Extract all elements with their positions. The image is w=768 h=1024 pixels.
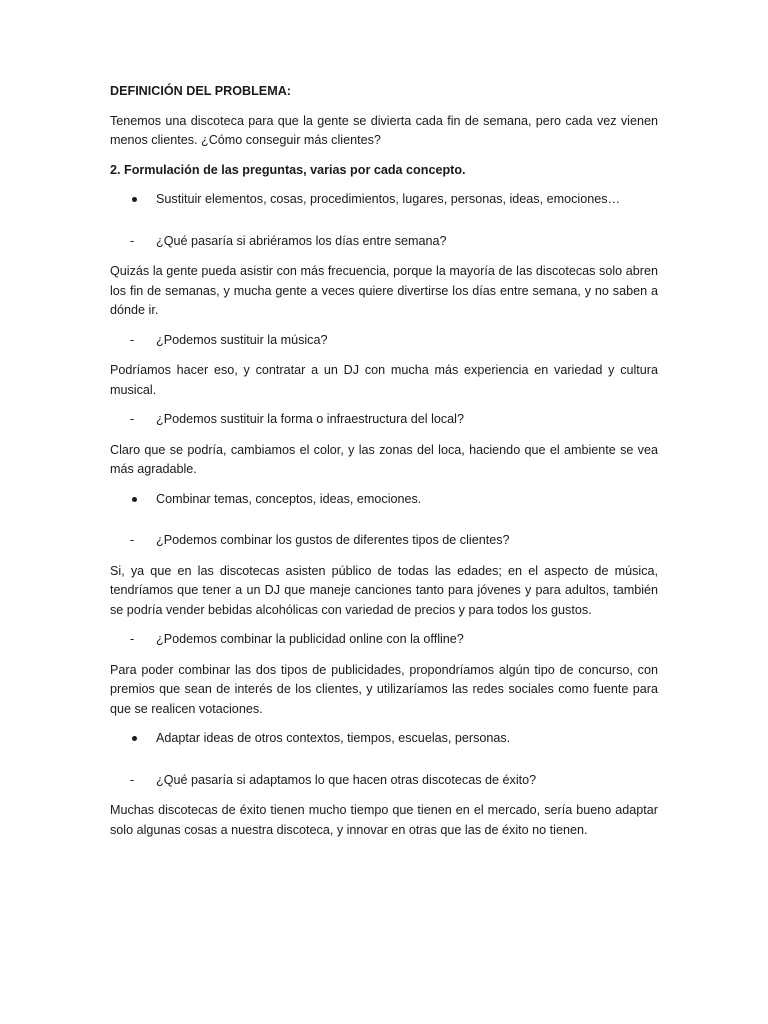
section-title: 2. Formulación de las preguntas, varias por cada concepto.	[110, 162, 466, 177]
dash-marker: -	[130, 533, 135, 547]
question-item	[110, 410, 658, 430]
document-title: DEFINICIÓN DEL PROBLEMA:	[110, 84, 291, 98]
dash-marker: -	[130, 233, 135, 248]
dash-marker: -	[130, 632, 135, 646]
dash-marker: -	[130, 772, 135, 787]
answer-paragraph: Para poder combinar las dos tipos de publicidades, propondríamos algún tipo de concurso, con premios que sean de interés de los clientes, y utilizaríamos las redes sociales como fuente para que se realicen votaciones.	[110, 662, 658, 716]
question-text: ¿Podemos sustituir la forma o infraestructura del local?	[156, 412, 464, 426]
answer-paragraph: Claro que se podría, cambiamos el color, y las zonas del loca, haciendo que el ambiente se vea más agradable.	[110, 442, 658, 476]
bullet-text: Sustituir elementos, cosas, procedimientos, lugares, personas, ideas, emociones…	[156, 192, 621, 206]
question-item	[110, 630, 658, 650]
question-text: ¿Qué pasaría si adaptamos lo que hacen otras discotecas de éxito?	[156, 772, 537, 787]
answer-paragraph: Quizás la gente pueda asistir con más frecuencia, porque la mayoría de las discotecas solo abren los fin de semanas, y mucha gente a veces quiere divertirse los días entre semana, y no saben a dónde ir.	[110, 264, 658, 317]
question-item	[110, 531, 658, 551]
question-item	[110, 331, 658, 351]
bullet-item-substitute	[110, 190, 658, 210]
answer-paragraph: Podríamos hacer eso, y contratar a un DJ con mucha más experiencia en variedad y cultura musical.	[110, 363, 658, 397]
bullet-item-adapt	[110, 729, 658, 749]
question-text: ¿Qué pasaría si abriéramos los días entre semana?	[156, 233, 447, 248]
bullet-text: Adaptar ideas de otros contextos, tiempos, escuelas, personas.	[156, 731, 511, 745]
intro-paragraph: Tenemos una discoteca para que la gente se divierta cada fin de semana, pero cada vez vienen menos clientes. ¿Cómo conseguir más clientes?	[110, 113, 658, 147]
bullet-text: Combinar temas, conceptos, ideas, emociones.	[156, 491, 422, 506]
question-text: ¿Podemos combinar la publicidad online con la offline?	[156, 632, 464, 646]
dash-marker: -	[130, 332, 135, 347]
answer-paragraph: Muchas discotecas de éxito tienen mucho tiempo que tienen en el mercado, sería bueno adaptar solo algunas cosas a nuestra discoteca, y innovar en otras que las de éxito no tienen.	[110, 803, 658, 837]
question-text: ¿Podemos sustituir la música?	[156, 332, 328, 347]
answer-paragraph: Si, ya que en las discotecas asisten público de todas las edades; en el aspecto de música, tendríamos que tener a un DJ que maneje canciones tanto para jóvenes y para adultos, también se podría vender bebidas alcohólicas con variedad de precios y para todos los gustos.	[110, 563, 658, 617]
question-item	[110, 771, 658, 791]
document-page	[110, 82, 658, 850]
dash-marker: -	[130, 412, 135, 426]
bullet-item-combine	[110, 490, 658, 510]
question-item	[110, 232, 658, 252]
question-text: ¿Podemos combinar los gustos de diferentes tipos de clientes?	[156, 533, 510, 547]
